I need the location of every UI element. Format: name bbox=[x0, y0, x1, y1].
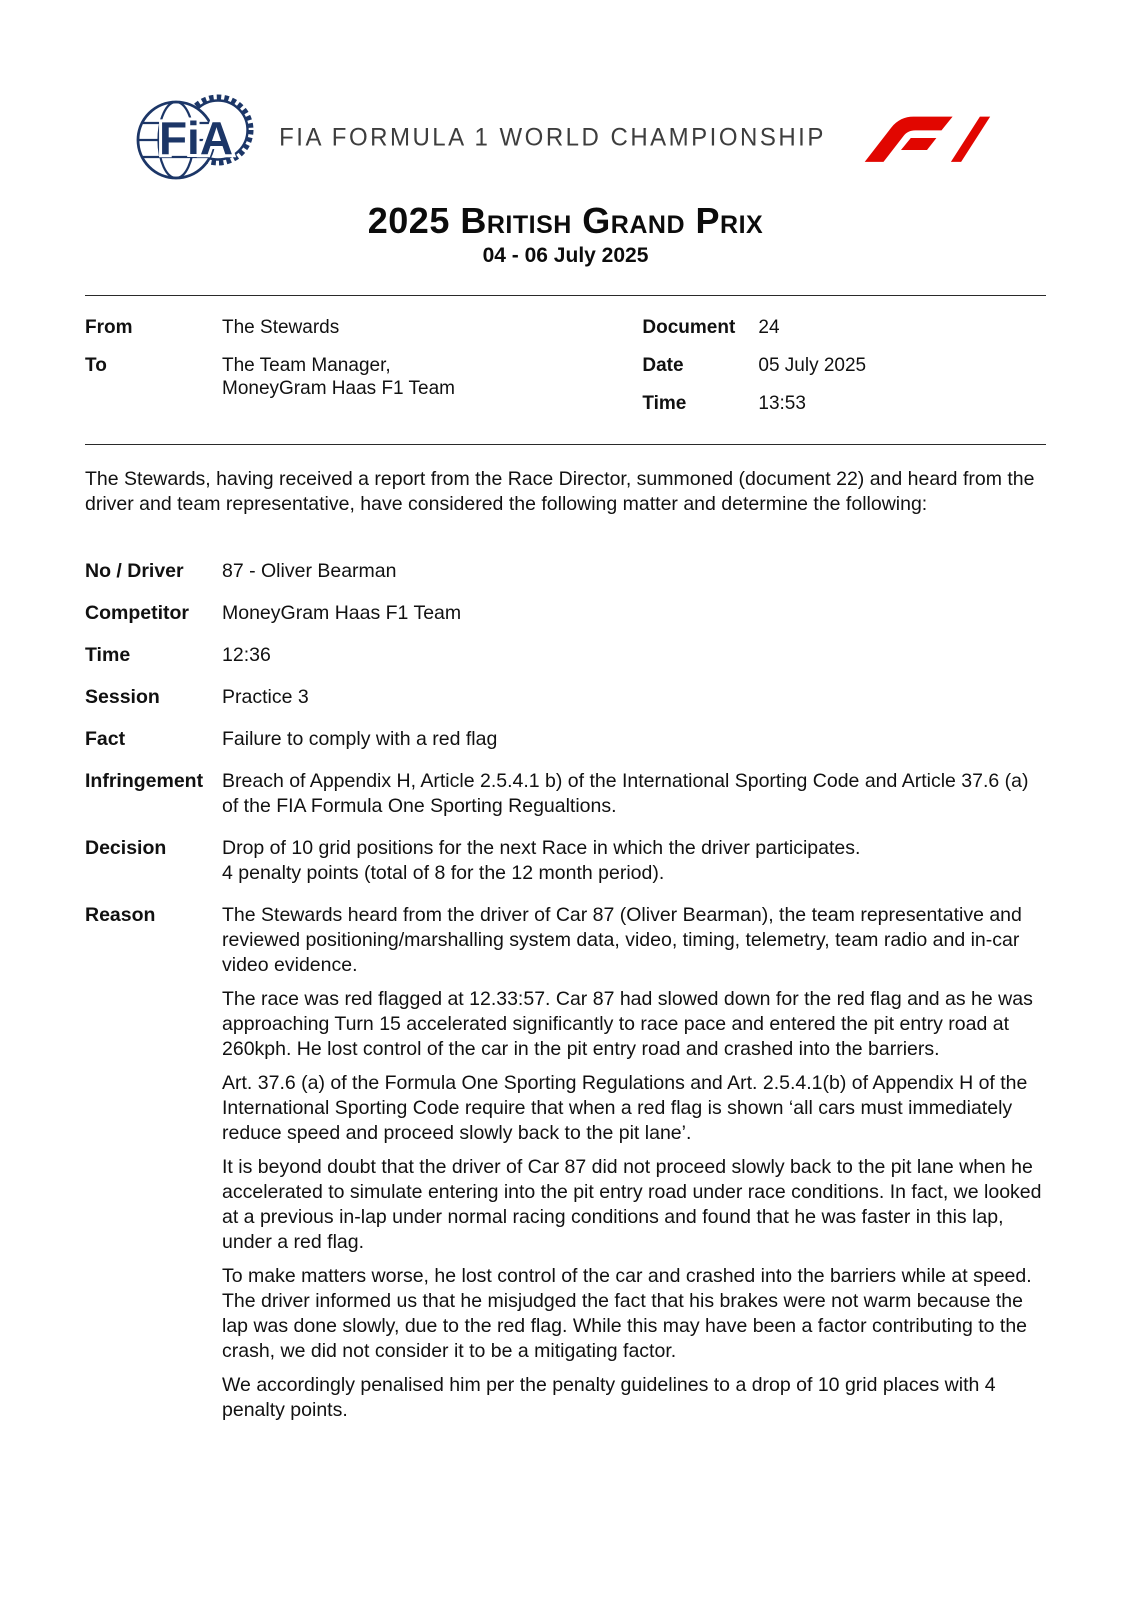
infringement-label: Infringement bbox=[85, 770, 204, 792]
fia-logo-icon bbox=[130, 92, 262, 184]
reason-paragraph-4: It is beyond doubt that the driver of Car 87 did not proceed slowly back to the pit lane when he accelerated to simulate entering into the pit entry road under race conditions. In fact, we looked at a previous in-lap under normal racing conditions and found that he was faster in this lap, under a red flag. bbox=[222, 1156, 1042, 1253]
f1-logo-icon bbox=[863, 110, 991, 166]
meta-table bbox=[85, 316, 1046, 430]
field-row-competitor bbox=[85, 601, 1046, 626]
document-masthead bbox=[85, 0, 1046, 184]
field-row-session bbox=[85, 685, 1046, 710]
reason-paragraph-6: We accordingly penalised him per the penalty guidelines to a drop of 10 grid places with 4 penalty points. bbox=[222, 1374, 996, 1421]
competitor-value: MoneyGram Haas F1 Team bbox=[222, 602, 462, 624]
reason-value bbox=[222, 903, 1046, 1423]
fact-value: Failure to comply with a red flag bbox=[222, 728, 498, 750]
decision-fields bbox=[85, 559, 1046, 1423]
to-value-line2: MoneyGram Haas F1 Team bbox=[222, 378, 456, 399]
decision-line-2: 4 penalty points (total of 8 for the 12 month period). bbox=[222, 862, 665, 884]
date-label: Date bbox=[642, 355, 684, 376]
reason-paragraph-3: Art. 37.6 (a) of the Formula One Sporting Regulations and Art. 2.5.4.1(b) of Appendix H of the International Sporting Code require that when a red flag is shown ‘all cars must immediately reduce speed and proceed slowly back to the pit lane’. bbox=[222, 1072, 1028, 1144]
from-label: From bbox=[85, 317, 133, 338]
divider-top bbox=[85, 295, 1046, 296]
championship-heading: FIA FORMULA 1 WORLD CHAMPIONSHIP bbox=[279, 123, 826, 152]
session-label: Session bbox=[85, 686, 160, 708]
competitor-label: Competitor bbox=[85, 602, 189, 624]
no-driver-label: No / Driver bbox=[85, 560, 184, 582]
to-value-line1: The Team Manager, bbox=[222, 355, 391, 376]
time-value: 13:53 bbox=[758, 393, 806, 414]
to-label: To bbox=[85, 355, 107, 376]
reason-paragraph-2: The race was red flagged at 12.33:57. Car 87 had slowed down for the red flag and as he was approaching Turn 15 accelerated significantly to race pace and entered the pit entry road at 260kph. He lost control of the car in the pit entry road and crashed into the barriers. bbox=[222, 988, 1033, 1060]
divider-bottom bbox=[85, 444, 1046, 445]
decision-line-1: Drop of 10 grid positions for the next Race in which the driver participates. bbox=[222, 837, 861, 859]
document-label: Document bbox=[642, 317, 736, 338]
session-time-value: 12:36 bbox=[222, 644, 271, 666]
field-row-time bbox=[85, 643, 1046, 668]
meta-left-column bbox=[85, 316, 642, 430]
meta-row-date bbox=[642, 354, 1046, 377]
to-value bbox=[222, 354, 642, 400]
date-value: 05 July 2025 bbox=[758, 355, 867, 376]
reason-label: Reason bbox=[85, 904, 156, 926]
meta-row-document bbox=[642, 316, 1046, 339]
from-value: The Stewards bbox=[222, 317, 340, 338]
fact-label: Fact bbox=[85, 728, 126, 750]
infringement-value: Breach of Appendix H, Article 2.5.4.1 b) of the International Sporting Code and Article 37.6 (a) of the FIA Formula One Sporting Regualtions. bbox=[222, 770, 1029, 817]
session-time-label: Time bbox=[85, 644, 131, 666]
meta-row-to bbox=[85, 354, 642, 400]
field-row-fact bbox=[85, 727, 1046, 752]
decision-label: Decision bbox=[85, 837, 167, 859]
field-row-no-driver bbox=[85, 559, 1046, 584]
meta-right-column bbox=[642, 316, 1046, 430]
title-block bbox=[85, 200, 1046, 268]
document-number: 24 bbox=[758, 317, 780, 338]
intro-paragraph: The Stewards, having received a report from the Race Director, summoned (document 22) and heard from the driver and team representative, have considered the following matter and determine the following: bbox=[85, 468, 1035, 515]
decision-value bbox=[222, 836, 1046, 886]
meta-row-time bbox=[642, 392, 1046, 415]
fia-logo-text: FiA bbox=[158, 112, 234, 164]
time-label: Time bbox=[642, 393, 687, 414]
event-dates: 04 - 06 July 2025 bbox=[482, 244, 649, 267]
page-title: 2025 British Grand Prix bbox=[367, 200, 764, 241]
no-driver-value: 87 - Oliver Bearman bbox=[222, 560, 397, 582]
session-value: Practice 3 bbox=[222, 686, 309, 708]
field-row-reason bbox=[85, 903, 1046, 1423]
field-row-decision bbox=[85, 836, 1046, 886]
reason-paragraph-1: The Stewards heard from the driver of Car 87 (Oliver Bearman), the team representative and reviewed positioning/marshalling system data, video, timing, telemetry, team radio and in-car video evidence. bbox=[222, 904, 1022, 976]
reason-paragraph-5: To make matters worse, he lost control of the car and crashed into the barriers while at speed. The driver informed us that he misjudged the fact that his brakes were not warm because the lap was done slowly, due to the red flag. While this may have been a factor contributing to the crash, we did not consider it to be a mitigating factor. bbox=[222, 1265, 1032, 1362]
meta-row-from bbox=[85, 316, 642, 339]
field-row-infringement bbox=[85, 769, 1046, 819]
